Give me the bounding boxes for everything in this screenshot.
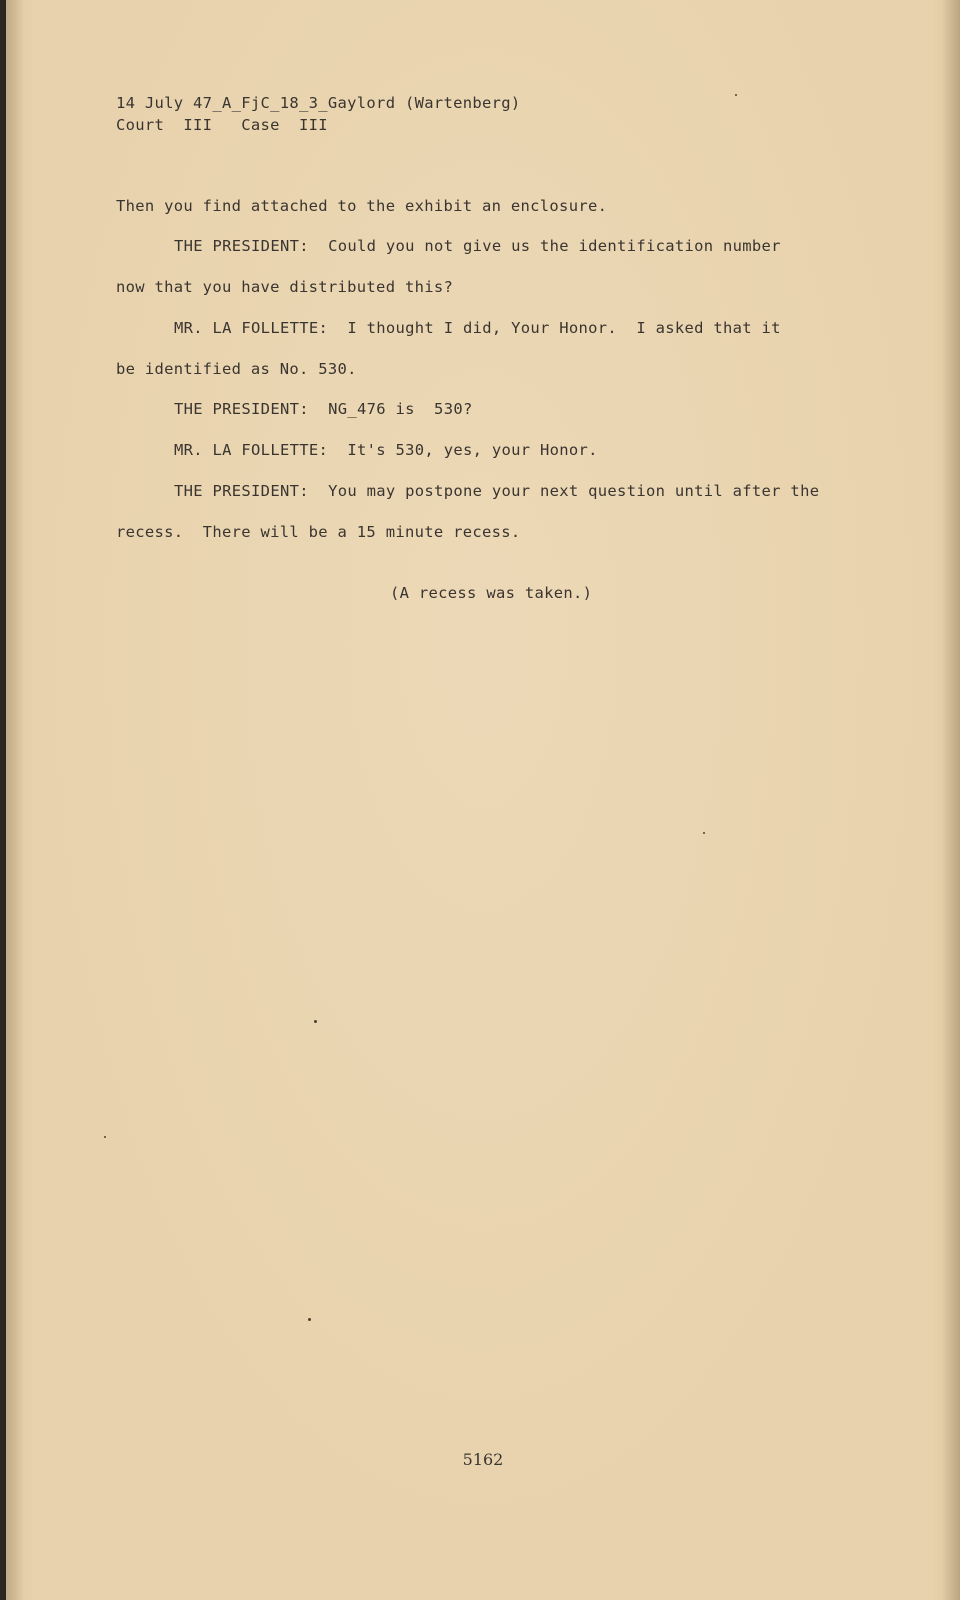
paper-speck <box>308 1318 311 1321</box>
document-page <box>6 0 960 1600</box>
paper-speck <box>314 1020 317 1023</box>
paper-speck <box>703 832 705 834</box>
transcript-line-7: MR. LA FOLLETTE: It's 530, yes, your Honor. <box>174 441 598 459</box>
page-edge-left <box>6 0 24 1600</box>
transcript-line-5: be identified as No. 530. <box>116 360 357 378</box>
transcript-line-1: Then you find attached to the exhibit an enclosure. <box>116 197 608 215</box>
page-number: 5162 <box>462 1450 504 1469</box>
paper-speck <box>104 1136 106 1138</box>
transcript-line-9: recess. There will be a 15 minute recess. <box>116 523 521 541</box>
transcript-line-4: MR. LA FOLLETTE: I thought I did, Your Honor. I asked that it <box>174 319 781 337</box>
transcript-line-3: now that you have distributed this? <box>116 278 454 296</box>
page-edge-right <box>942 0 960 1600</box>
transcript-line-2: THE PRESIDENT: Could you not give us the identification number <box>174 237 781 255</box>
header-line-date-reference: 14 July 47_A_FjC_18_3_Gaylord (Wartenberg) <box>116 94 521 112</box>
header-line-court-case: Court III Case III <box>116 116 328 134</box>
transcript-line-8: THE PRESIDENT: You may postpone your next question until after the <box>174 482 820 500</box>
transcript-line-6: THE PRESIDENT: NG_476 is 530? <box>174 400 473 418</box>
transcript-line-recess-note: (A recess was taken.) <box>390 584 593 602</box>
paper-speck <box>735 94 737 96</box>
